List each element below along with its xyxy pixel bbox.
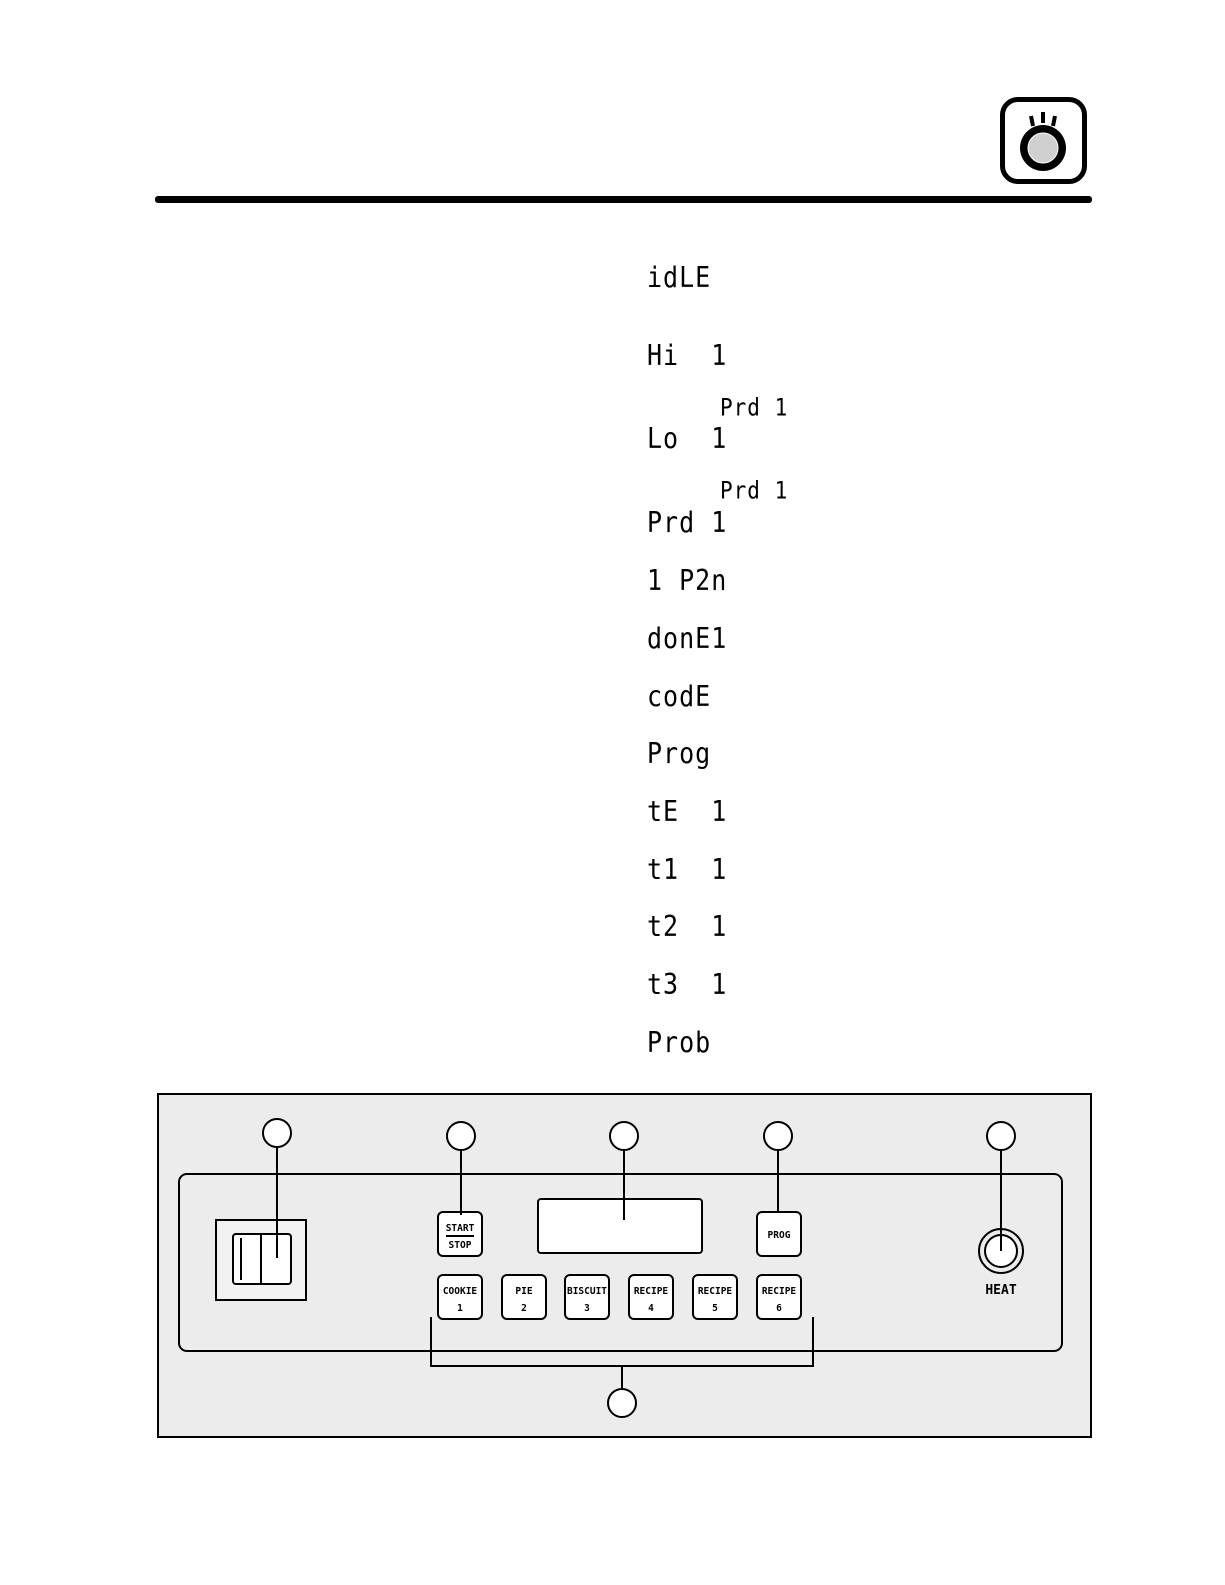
heat-indicator-lamp [984, 1234, 1018, 1268]
product-key-number: 3 [584, 1303, 590, 1314]
callout-start-stop [446, 1121, 476, 1151]
code-te: tE 1 [647, 794, 728, 829]
start-label: START [445, 1223, 475, 1234]
callout-power-switch [262, 1118, 292, 1148]
code-lo: Lo 1 [647, 421, 728, 456]
product-key-1[interactable] [437, 1274, 483, 1320]
product-key-name: COOKIE [442, 1286, 478, 1297]
code-idle: idLE [647, 260, 712, 295]
callout-product-keys [607, 1388, 637, 1418]
product-key-4[interactable] [628, 1274, 674, 1320]
product-key-number: 5 [712, 1303, 718, 1314]
start-stop-button[interactable] [437, 1211, 483, 1257]
start-stop-divider [446, 1235, 474, 1237]
product-key-name: RECIPE [697, 1286, 733, 1297]
code-t1: t1 1 [647, 852, 728, 887]
callout-heat [986, 1121, 1016, 1151]
stop-label: STOP [448, 1240, 472, 1251]
code-done: donE1 [647, 621, 728, 656]
power-knob-icon [1000, 97, 1087, 184]
code-prob: Prob [647, 1025, 712, 1060]
product-key-3[interactable] [564, 1274, 610, 1320]
callout-prog [763, 1121, 793, 1151]
heat-label: HEAT [985, 1283, 1017, 1298]
prog-button[interactable] [756, 1211, 802, 1257]
code-lo-note: Prd 1 [720, 393, 789, 422]
header-rule [155, 196, 1092, 203]
code-hi: Hi 1 [647, 338, 728, 373]
product-key-number: 6 [776, 1303, 782, 1314]
prog-label: PROG [767, 1230, 791, 1241]
code-prd-note: Prd 1 [720, 476, 789, 505]
code-prd: Prd 1 [647, 505, 728, 540]
power-rocker-switch[interactable] [232, 1233, 292, 1285]
product-key-2[interactable] [501, 1274, 547, 1320]
code-t2: t2 1 [647, 909, 728, 944]
product-key-name: BISCUIT [566, 1286, 608, 1297]
product-key-name: RECIPE [761, 1286, 797, 1297]
code-prog: Prog [647, 736, 712, 771]
product-key-5[interactable] [692, 1274, 738, 1320]
product-key-number: 2 [521, 1303, 527, 1314]
product-key-number: 4 [648, 1303, 654, 1314]
callout-display [609, 1121, 639, 1151]
code-code: codE [647, 679, 712, 714]
product-key-6[interactable] [756, 1274, 802, 1320]
product-key-name: RECIPE [633, 1286, 669, 1297]
product-key-name: PIE [515, 1286, 533, 1297]
code-t3: t3 1 [647, 967, 728, 1002]
code-pan: 1 P2n [647, 563, 728, 598]
product-key-number: 1 [457, 1303, 463, 1314]
lcd-display-window [537, 1198, 703, 1254]
